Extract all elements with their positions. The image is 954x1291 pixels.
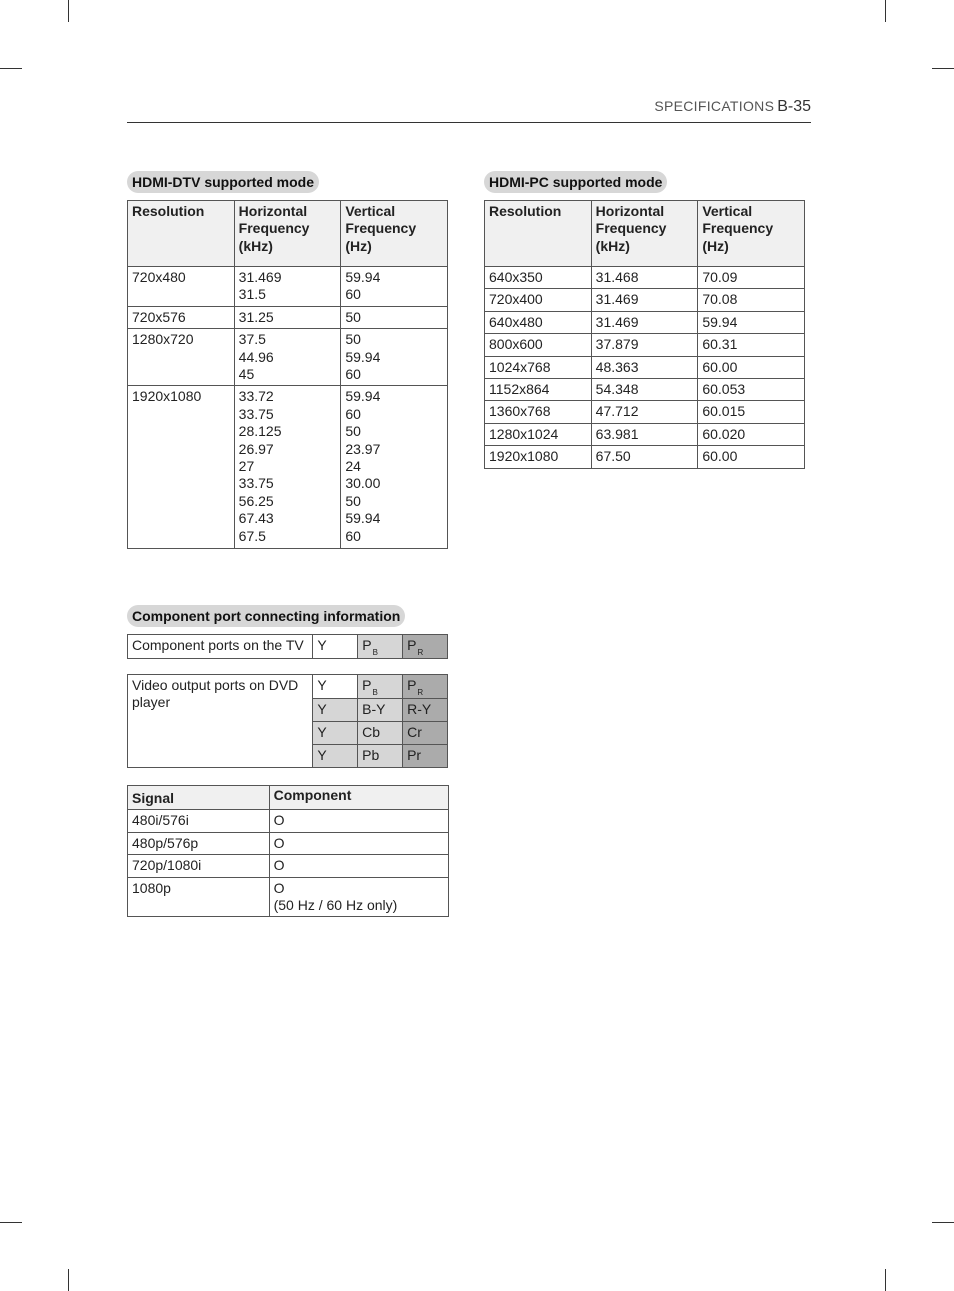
signal-table xyxy=(127,785,449,917)
crop-mark xyxy=(68,0,69,22)
table-cell: 70.09 xyxy=(698,267,805,289)
table-cell: 37.5 44.96 45 xyxy=(234,329,341,386)
table-cell: 60.00 xyxy=(698,356,805,378)
table-cell: 60.31 xyxy=(698,334,805,356)
table-cell: 31.468 xyxy=(591,267,698,289)
table-cell: 60.053 xyxy=(698,379,805,401)
table-cell: O xyxy=(269,832,448,854)
column-header: Resolution xyxy=(128,201,235,267)
crop-mark xyxy=(0,68,22,69)
table-cell: 60.015 xyxy=(698,401,805,423)
table-cell: 37.879 xyxy=(591,334,698,356)
column-header: Signal xyxy=(128,786,270,810)
port-y: Y xyxy=(313,745,358,768)
tv-ports-table xyxy=(127,634,448,659)
crop-mark xyxy=(885,1269,886,1291)
port-b: B-Y xyxy=(358,699,403,722)
table-cell: 1920x1080 xyxy=(128,386,235,549)
table-cell: 1080p xyxy=(128,877,270,917)
table-cell: 1920x1080 xyxy=(485,446,592,468)
table-cell: 59.94 60 xyxy=(341,267,448,307)
table-cell: 480i/576i xyxy=(128,810,270,832)
port-pr: $P_R$ xyxy=(403,675,448,699)
port-y: Y xyxy=(313,699,358,722)
port-y: Y xyxy=(313,635,358,659)
port-b: Cb xyxy=(358,722,403,745)
column-header: Resolution xyxy=(485,201,592,267)
crop-mark xyxy=(885,0,886,22)
table-cell: 1280x1024 xyxy=(485,423,592,445)
table-cell: 1024x768 xyxy=(485,356,592,378)
crop-mark xyxy=(932,1222,954,1223)
table-cell: 67.50 xyxy=(591,446,698,468)
table-cell: 60.00 xyxy=(698,446,805,468)
port-y: Y xyxy=(313,675,358,699)
table-cell: 50 59.94 60 xyxy=(341,329,448,386)
table-cell: 70.08 xyxy=(698,289,805,311)
table-cell: 54.348 xyxy=(591,379,698,401)
table-cell: 720x576 xyxy=(128,306,235,328)
table-cell: 63.981 xyxy=(591,423,698,445)
page-header xyxy=(127,98,811,123)
port-r: Pr xyxy=(403,745,448,768)
table-cell: 59.94 60 50 23.97 24 30.00 50 59.94 60 xyxy=(341,386,448,549)
port-r: Cr xyxy=(403,722,448,745)
table-cell: 31.469 xyxy=(591,289,698,311)
port-pb: $P_B$ xyxy=(358,635,403,659)
table-cell: 60.020 xyxy=(698,423,805,445)
dvd-ports-table xyxy=(127,674,448,768)
table-cell: 59.94 xyxy=(698,311,805,333)
page-number: B-35 xyxy=(777,98,811,115)
table-cell: 50 xyxy=(341,306,448,328)
table-cell: 1152x864 xyxy=(485,379,592,401)
table-cell: 1280x720 xyxy=(128,329,235,386)
crop-mark xyxy=(932,68,954,69)
table-cell: 640x350 xyxy=(485,267,592,289)
table-cell: 48.363 xyxy=(591,356,698,378)
table-cell: 31.469 xyxy=(591,311,698,333)
crop-mark xyxy=(68,1269,69,1291)
port-y: Y xyxy=(313,722,358,745)
table-cell: 720x400 xyxy=(485,289,592,311)
port-r: R-Y xyxy=(403,699,448,722)
column-header: Vertical Frequency (Hz) xyxy=(341,201,448,267)
port-b: Pb xyxy=(358,745,403,768)
table-cell: 31.25 xyxy=(234,306,341,328)
dvd-ports-label: Video output ports on DVD player xyxy=(128,675,313,768)
hdmi-pc-title: HDMI-PC supported mode xyxy=(484,171,667,193)
table-cell: 47.712 xyxy=(591,401,698,423)
tv-ports-label: Component ports on the TV xyxy=(128,635,313,659)
column-header: Horizontal Frequency (kHz) xyxy=(234,201,341,267)
column-header: Horizontal Frequency (kHz) xyxy=(591,201,698,267)
column-header: Vertical Frequency (Hz) xyxy=(698,201,805,267)
table-cell: 720x480 xyxy=(128,267,235,307)
crop-mark xyxy=(0,1222,22,1223)
table-cell: O (50 Hz / 60 Hz only) xyxy=(269,877,448,917)
table-cell: 800x600 xyxy=(485,334,592,356)
table-cell: 720p/1080i xyxy=(128,855,270,877)
port-pr: $P_R$ xyxy=(403,635,448,659)
table-cell: 640x480 xyxy=(485,311,592,333)
section-title: SPECIFICATIONS xyxy=(654,98,775,114)
hdmi-dtv-table xyxy=(127,200,448,549)
table-cell: 1360x768 xyxy=(485,401,592,423)
hdmi-pc-table xyxy=(484,200,805,469)
table-cell: O xyxy=(269,855,448,877)
column-header: Component xyxy=(269,786,448,810)
table-cell: 33.72 33.75 28.125 26.97 27 33.75 56.25 67.43 67.5 xyxy=(234,386,341,549)
table-cell: O xyxy=(269,810,448,832)
port-pb: $P_B$ xyxy=(358,675,403,699)
component-title: Component port connecting information xyxy=(127,605,405,627)
table-cell: 480p/576p xyxy=(128,832,270,854)
hdmi-dtv-title: HDMI-DTV supported mode xyxy=(127,171,319,193)
table-cell: 31.469 31.5 xyxy=(234,267,341,307)
